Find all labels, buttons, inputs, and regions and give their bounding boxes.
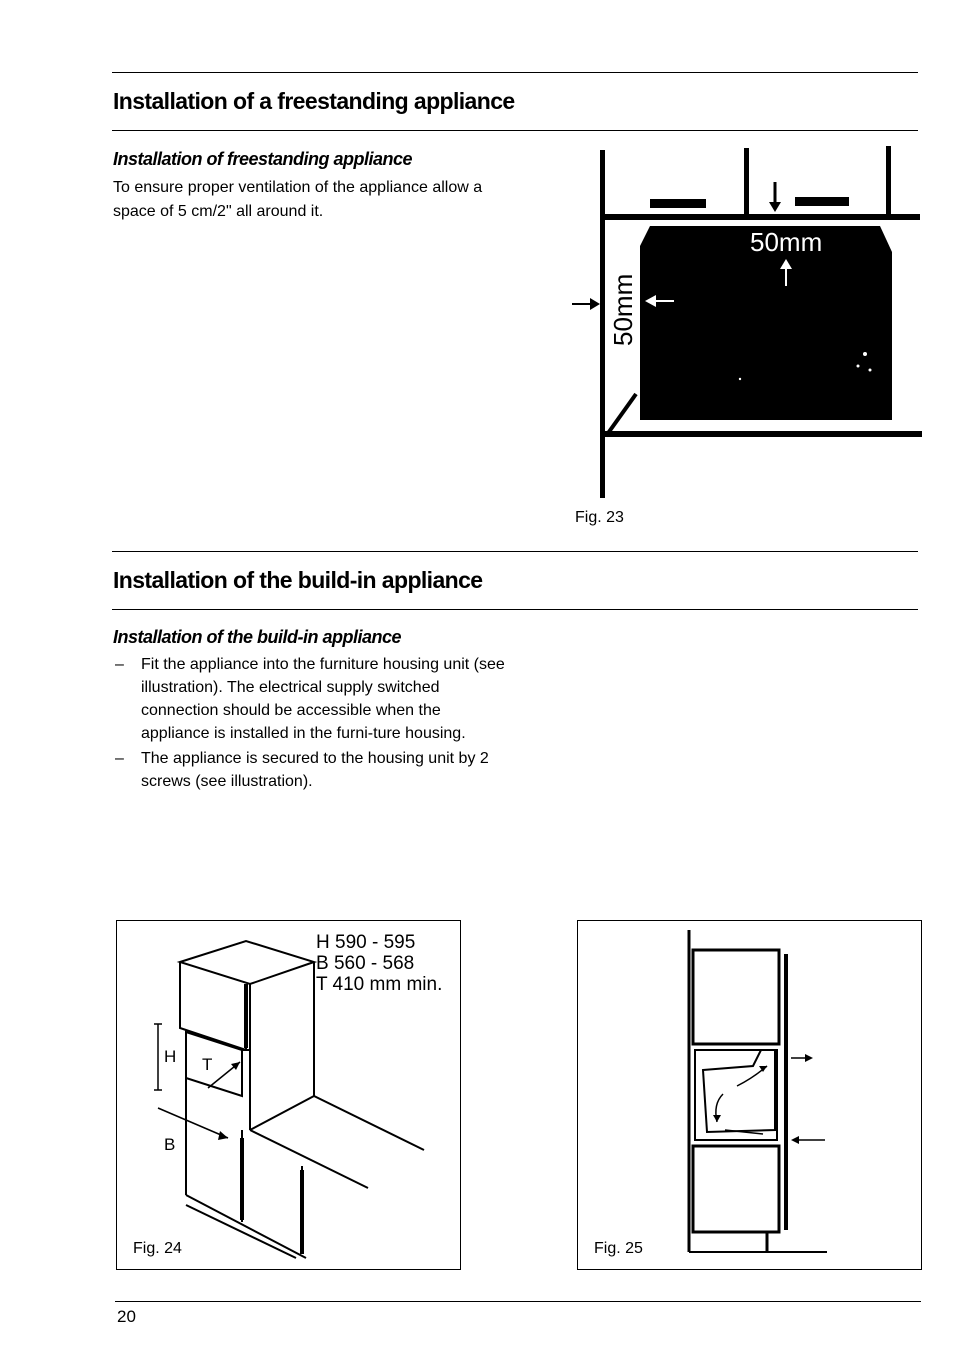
section1-subtitle: Installation of freestanding appliance	[113, 149, 413, 169]
fig24-letter-b: B	[164, 1135, 176, 1154]
footer-rule	[115, 1301, 921, 1302]
list-item: – The appliance is secured to the housing unit by 2 screws (see illustration).	[113, 747, 513, 793]
fig25-illustration	[577, 920, 922, 1270]
fig24-dim-h: H 590 - 595	[316, 932, 416, 953]
fig24-caption: Fig. 24	[133, 1240, 182, 1257]
fig24-dim-t: T 410 mm min.	[316, 974, 443, 995]
section1-title: Installation of a freestanding appliance	[113, 88, 515, 114]
fig23-caption: Fig. 23	[575, 509, 624, 526]
list-item: – Fit the appliance into the furniture housing unit (see illustration). The electrical supply switched connection should be accessible when the appliance is installed in the furni-ture housing.	[113, 653, 513, 745]
fig23-label-top: 50mm	[750, 227, 823, 257]
section2-title-rule	[112, 609, 918, 610]
fig24-illustration	[116, 920, 461, 1270]
page-number: 20	[117, 1307, 136, 1326]
top-rule	[112, 72, 918, 73]
section2-title: Installation of the build-in appliance	[113, 567, 483, 593]
fig25-caption: Fig. 25	[594, 1240, 643, 1257]
section2-list	[113, 653, 513, 795]
section2-subtitle: Installation of the build-in appliance	[113, 627, 402, 647]
fig24-dim-b: B 560 - 568	[316, 953, 415, 974]
fig23-illustration	[590, 144, 920, 504]
section1-title-rule	[112, 130, 918, 131]
fig23-label-side: 50mm	[608, 273, 638, 346]
section2-top-rule	[112, 551, 918, 552]
fig24-letter-h: H	[164, 1047, 177, 1066]
fig24-letter-t: T	[202, 1055, 213, 1074]
section1-body: To ensure proper ventilation of the appliance allow a space of 5 cm/2" all around it.	[113, 179, 483, 220]
